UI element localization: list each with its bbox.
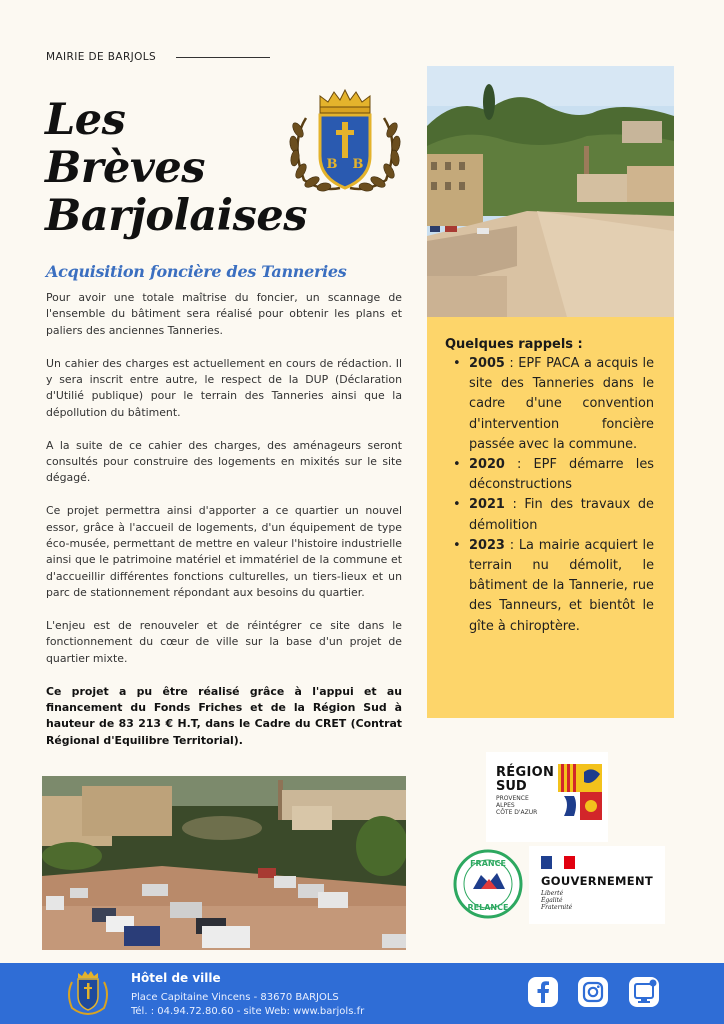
region-sud-flag-icon [558, 764, 602, 820]
reminder-year: 2021 [469, 497, 505, 513]
footer-bar [0, 963, 724, 1024]
svg-text:B: B [326, 157, 338, 172]
region-line-2: SUD [496, 779, 527, 794]
paragraph-3: A la suite de ce cahier des charges, des aménageurs seront consultés pour construire des logements en mixités sur le site dégagé. [46, 438, 402, 485]
facebook-icon[interactable] [527, 976, 559, 1008]
reminder-item-2005 [445, 354, 654, 455]
region-sud-wordmark [496, 766, 554, 816]
motto-fraternite: Fraternité [541, 904, 573, 911]
instagram-icon[interactable] [577, 976, 609, 1008]
motto-liberte: Liberté [541, 890, 564, 897]
motto-egalite: Égalité [541, 897, 563, 904]
region-line-1: RÉGION [496, 765, 555, 780]
reminder-item-2020 [445, 455, 654, 495]
header-divider [176, 57, 270, 58]
paragraph-5: L'enjeu est de renouveler et de réintégrer ce site dans le fonctionnement du cœur de ville sur la base d'un projet de quartier mixte. [46, 619, 402, 665]
reminders-panel [427, 317, 674, 718]
paragraph-2: Un cahier des charges est actuellement en cours de rédaction. Il y sera inscrit entre autre, le respect de la DUP (Déclaration d'Utilié publique) pour le terrain des Tanneries ainsi que la dépollution du bâtiment. [46, 356, 402, 419]
reminders-heading: Quelques rappels : [445, 337, 583, 352]
footer-crest-icon [64, 970, 112, 1016]
reminder-text: : EPF démarre les déconstructions [469, 457, 654, 493]
reminder-item-2021 [445, 495, 654, 535]
reminder-text: : EPF PACA a acquis le site des Tanneries dans le cadre d'une convention d'intervention foncière passée avec la commune. [469, 356, 654, 452]
footer-contact: Tél. : 04.94.72.80.60 - site Web: www.barjols.fr [131, 1006, 365, 1017]
gouvernement-title: GOUVERNEMENT [541, 874, 654, 888]
region-line-5: CÔTE D'AZUR [496, 809, 538, 816]
region-sud-logo [486, 752, 608, 842]
relance-top-text: FRANCE [470, 859, 506, 868]
france-relance-logo [453, 849, 523, 919]
barjols-crest-icon [282, 88, 408, 198]
funding-paragraph: Ce projet a pu être réalisé grâce à l'appui et au financement du Fonds Friches et de la Région Sud à hauteur de 83 213 € H.T, dans le Cadre du CRET (Contrat Régional d'Equilibre Territorial). [46, 684, 402, 747]
organization-label: MAIRIE DE BARJOLS [46, 51, 157, 63]
title-line-1: Les [45, 95, 126, 145]
tanneries-site-photo [427, 66, 674, 317]
reminder-text: : Fin des travaux de démolition [469, 497, 654, 533]
french-flag-icon [541, 856, 575, 869]
reminder-year: 2023 [469, 537, 505, 553]
region-line-3: PROVENCE [496, 795, 529, 802]
parking-site-photo [42, 776, 406, 950]
reminders-list [445, 354, 654, 637]
reminder-year: 2020 [469, 457, 505, 473]
gouvernement-motto [541, 890, 572, 911]
relance-bottom-text: RELANCE [467, 903, 509, 912]
paragraph-4: Ce projet permettra ainsi d'apporter a ce quartier un nouvel essor, grâce à l'accueil de logements, d'un équipement de type éco-musée, permettant de mettre en valeur l'histoire industrielle ainsi que le patrimoine matériel et immatériel de la commune et d'accueillir différentes fonctions culturelles, un tiers-lieux et un parc de stationnement répondant aux besoins du quartier. [46, 504, 402, 600]
page-title [45, 96, 307, 240]
title-line-2: Brèves [45, 143, 205, 193]
reminder-year: 2005 [469, 356, 505, 371]
footer-title: Hôtel de ville [131, 971, 221, 985]
paragraph-1: Pour avoir une totale maîtrise du foncier, un scannage de l'ensemble du bâtiment sera réalisé pour obtenir les plans et paliers des anciennes Tanneries. [46, 291, 402, 337]
article-subtitle: Acquisition foncière des Tanneries [46, 262, 347, 281]
title-line-3: Barjolaises [45, 191, 307, 241]
gouvernement-logo [529, 846, 665, 924]
footer-address-block [131, 991, 364, 1019]
svg-text:B: B [352, 157, 364, 172]
region-line-4: ALPES [496, 802, 515, 809]
reminder-item-2023 [445, 536, 654, 637]
web-icon[interactable] [628, 976, 660, 1008]
article-body [46, 290, 402, 766]
footer-address: Place Capitaine Vincens - 83670 BARJOLS [131, 992, 339, 1003]
reminder-text: : La mairie acquiert le terrain nu démolit, le bâtiment de la Tannerie, rue des Tanneurs, et bientôt le gîte à chiroptère. [469, 537, 654, 634]
